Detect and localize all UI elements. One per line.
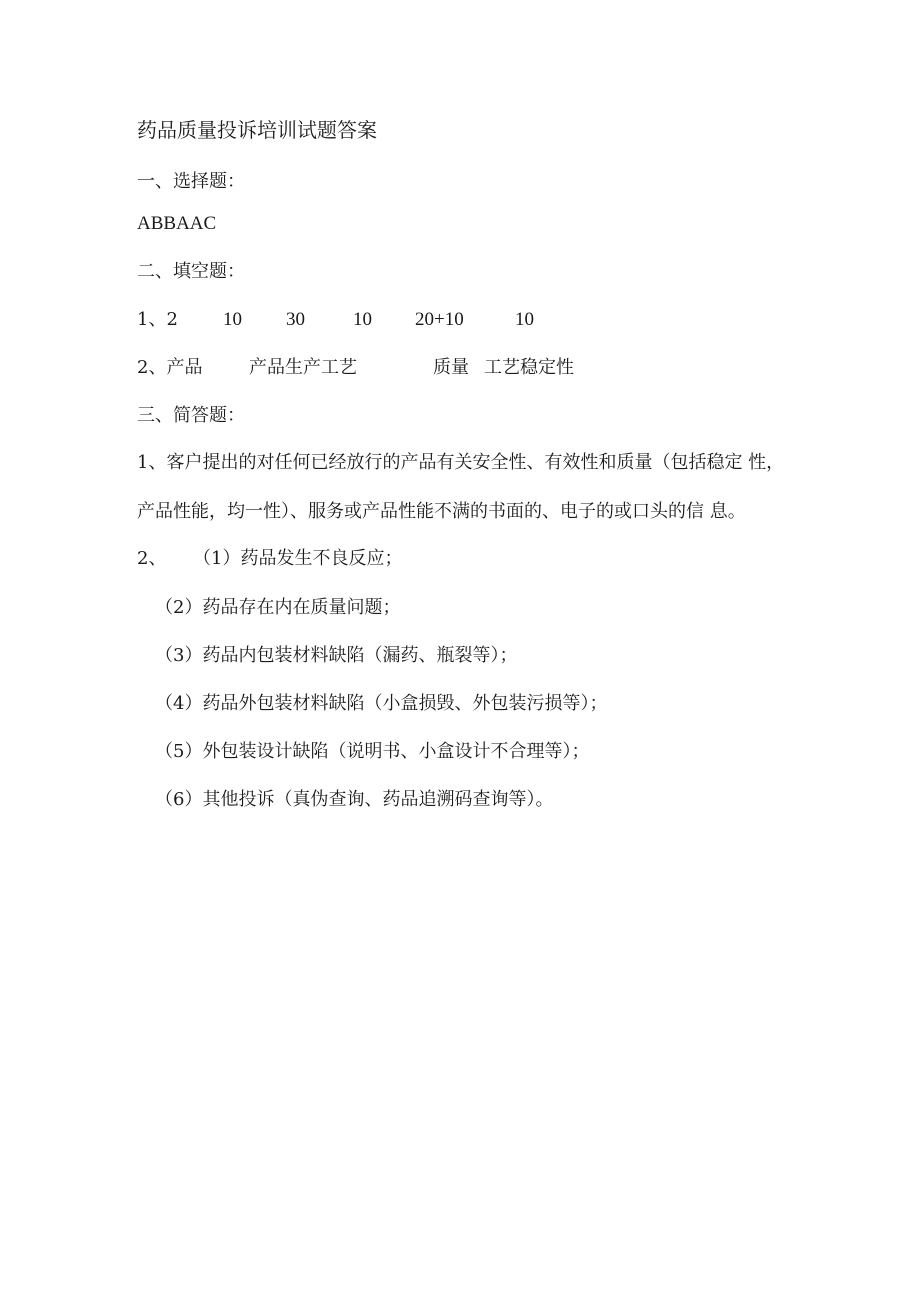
fill-blank-1-blank-1: 10: [223, 309, 242, 330]
fill-blank-1-label: 1、2: [137, 309, 178, 330]
short-answer-2-item-2: （2）药品存在内在质量问题；: [155, 597, 401, 618]
fill-blank-answer-1: [137, 308, 557, 332]
short-answer-1-line-2: 产品性能，均一性）、服务或产品性能不满的书面的、电子的或口头的信 息。: [137, 501, 746, 522]
fill-blank-1-blank-2: 30: [286, 309, 305, 330]
fill-blank-answer-2: [137, 356, 597, 380]
fill-blank-1-blank-4: 20+10: [415, 309, 464, 330]
short-answer-2-item-4: （4）药品外包装材料缺陷（小盒损毁、外包装污损等）；: [155, 693, 608, 714]
short-answer-2-item-5: （5）外包装设计缺陷（说明书、小盒设计不合理等）；: [155, 741, 590, 762]
fill-blank-1-blank-5: 10: [515, 309, 534, 330]
fill-blank-2-blank-1: 产品生产工艺: [249, 357, 357, 378]
multiple-choice-answers: ABBAAC: [137, 213, 217, 234]
short-answer-2-label: 2、: [137, 548, 167, 569]
section-heading-multiple-choice: 一、选择题：: [137, 171, 245, 192]
short-answer-1-line-1: 1、客户提出的对任何已经放行的产品有关安全性、有效性和质量（包括稳定 性，: [137, 452, 785, 473]
short-answer-2-item-6: （6）其他投诉（真伪查询、药品追溯码查询等）。: [155, 789, 554, 810]
section-heading-fill-blank: 二、填空题：: [137, 261, 245, 282]
short-answer-2-item-3: （3）药品内包装材料缺陷（漏药、瓶裂等）；: [155, 645, 518, 666]
short-answer-2-item-1: （1）药品发生不良反应；: [193, 548, 403, 569]
fill-blank-2-label: 2、产品: [137, 357, 203, 378]
fill-blank-1-blank-3: 10: [353, 309, 372, 330]
document-title: 药品质量投诉培训试题答案: [137, 118, 377, 142]
section-heading-short-answer: 三、简答题：: [137, 405, 245, 426]
fill-blank-2-blank-2: 质量: [433, 357, 469, 378]
fill-blank-2-blank-3: 工艺稳定性: [484, 357, 574, 378]
short-answer-2-first-line: [137, 547, 437, 571]
